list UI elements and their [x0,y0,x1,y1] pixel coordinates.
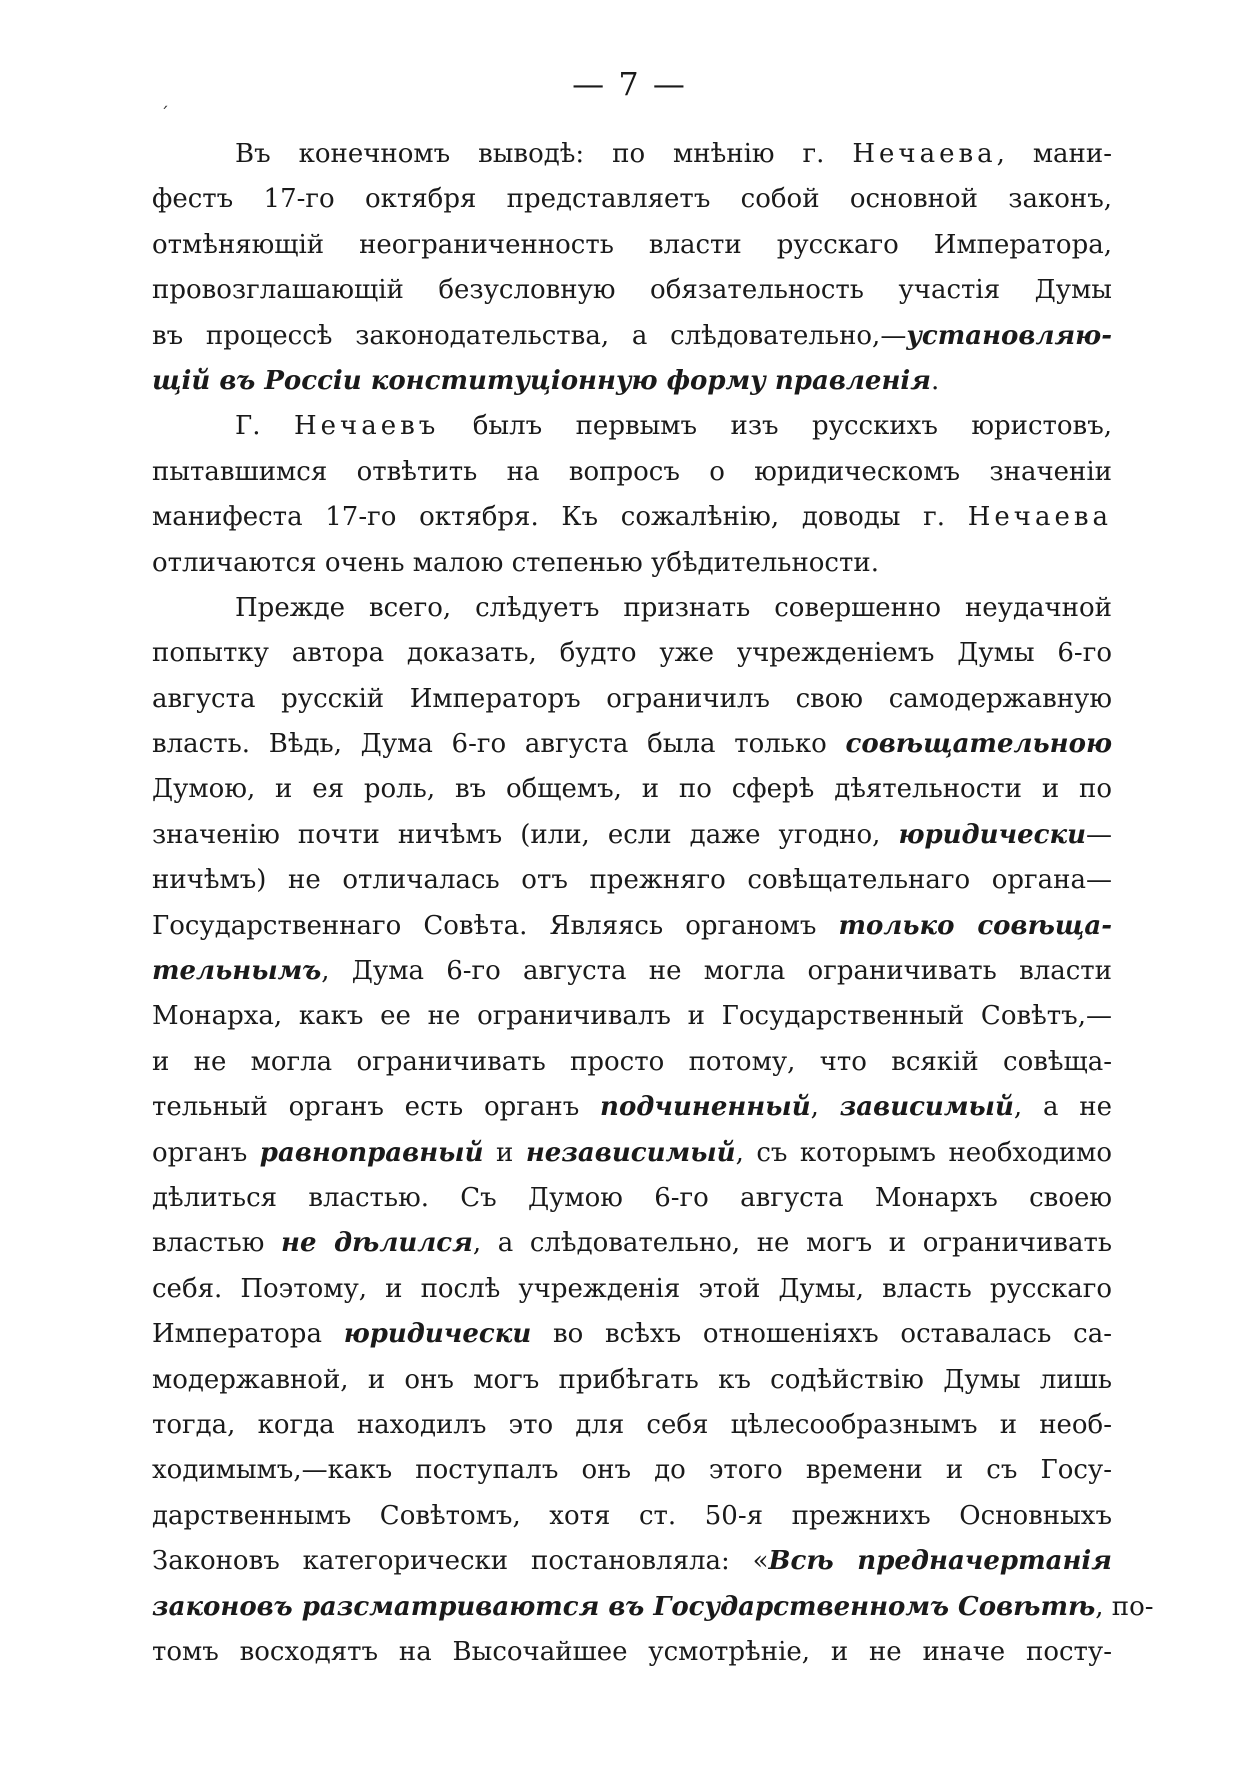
text-segment: . [930,365,940,396]
text-segment: и не могла ограничивать просто потому, что всякій совѣща- [152,1046,1112,1077]
text-line [152,1539,1112,1584]
spaced-name: Нечаевъ [293,411,440,442]
text-segment: фестъ 17-го октября представляетъ собой основной законъ, [152,184,1112,215]
text-segment: Прежде всего, слѣдуетъ признать совершенно неудачной [235,592,1112,623]
text-segment: , Дума 6-го августа не могла ограничивать власти [321,956,1112,987]
text-line [152,223,1112,268]
text-line [152,1221,1112,1266]
text-line [152,722,1112,767]
text-segment: , а не [1013,1092,1112,1123]
italic-text: независимый [525,1137,736,1168]
italic-text: щій въ Россіи конституціонную форму правленія [152,365,931,396]
text-segment: ходимымъ,—какъ поступалъ онъ до этого времени и съ Госу- [152,1455,1112,1486]
text-line [152,1494,1112,1539]
text-segment: , [810,1092,840,1123]
text-line [152,631,1112,676]
text-segment: Законовъ категорически постановляла: « [152,1546,769,1577]
italic-text: только совѣща- [838,910,1112,941]
text-segment: былъ первымъ изъ русскихъ юристовъ, [439,411,1112,442]
spaced-name: Нечаева [967,502,1112,533]
text-segment: дѣлиться властью. Съ Думою 6-го августа Монархъ своею [152,1182,1112,1213]
text-line [152,404,1112,449]
italic-text: юридически [898,819,1086,850]
italic-text: законовъ разсматриваются въ Государственномъ Совѣтѣ [152,1591,1096,1622]
text-line [152,904,1112,949]
text-segment: органъ [152,1137,260,1168]
text-line [152,314,1112,359]
text-line [152,177,1112,222]
text-segment: отличаются очень малою степенью убѣдительности. [152,547,879,578]
page-number: — 7 — [572,65,687,103]
text-line [152,1312,1112,1357]
text-line [152,677,1112,722]
text-line [152,1176,1112,1221]
text-line [152,1358,1112,1403]
italic-text: совѣщательною [845,729,1112,760]
text-segment: Г. [235,411,294,442]
italic-text: Всѣ предначертанія [768,1546,1112,1577]
text-line [152,450,1112,495]
text-segment: Думою, и ея роль, въ общемъ, и по сферѣ дѣятельности и по [152,774,1112,805]
italic-text: не дѣлился [281,1228,473,1259]
text-segment: властью [152,1228,282,1259]
text-line [152,359,1112,404]
text-segment: манифеста 17-го октября. Къ сожалѣнію, доводы г. [152,502,968,533]
text-line [152,1403,1112,1448]
text-line [152,858,1112,903]
italic-text: подчиненный [600,1092,811,1123]
italic-text: зависимый [839,1092,1014,1123]
text-segment: августа русскій Императоръ ограничилъ свою самодержавную [152,683,1112,714]
text-segment: , съ которымъ необходимо [735,1137,1113,1168]
text-segment: Государственнаго Совѣта. Являясь органомъ [152,910,839,941]
text-segment: Императора [152,1319,344,1350]
text-segment: себя. Поэтому, и послѣ учрежденія этой Думы, власть русскаго [152,1273,1112,1304]
text-segment: отмѣняющій неограниченность власти русскаго Императора, [152,229,1112,260]
italic-text: установляю- [906,320,1112,351]
text-segment: значенію почти ничѣмъ (или, если даже угодно, [152,819,899,850]
text-segment: , мани- [996,139,1112,169]
text-segment: во всѣхъ отношеніяхъ оставалась са- [531,1319,1112,1350]
text-line [152,1040,1112,1085]
text-line [152,1448,1112,1493]
text-line [152,586,1112,631]
italic-text: тельнымъ [152,956,322,987]
text-segment: власть. Вѣдь, Дума 6-го августа была только [152,729,846,760]
text-segment: томъ восходятъ на Высочайшее усмотрѣніе, и не иначе посту- [152,1636,1112,1667]
text-segment: провозглашающій безусловную обязательность участія Думы [152,275,1112,306]
text-segment: — [1086,819,1112,850]
text-line [152,132,1112,177]
text-segment: , по- [1095,1591,1154,1622]
text-line [152,495,1112,540]
text-line [152,541,1112,586]
text-line [152,813,1112,858]
text-segment: , а слѣдовательно, не могъ и ограничивать [472,1228,1112,1259]
text-segment: модержавной, и онъ могъ прибѣгать къ содѣйствію Думы лишь [152,1364,1112,1395]
italic-text: равноправный [259,1137,484,1168]
text-line [152,268,1112,313]
body-text [152,132,1154,1675]
stray-mark: ´ [160,104,169,125]
spaced-name: Нечаева [852,139,997,169]
italic-text: юридически [343,1319,532,1350]
text-line [152,1267,1112,1312]
text-line [152,767,1112,812]
text-segment: тельный органъ есть органъ [152,1092,601,1123]
text-segment: Монарха, какъ ее не ограничивалъ и Государственный Совѣтъ,— [152,1001,1112,1032]
text-segment: попытку автора доказать, будто уже учрежденіемъ Думы 6-го [152,638,1112,669]
text-line [152,1131,1112,1176]
text-segment: тогда, когда находилъ это для себя цѣлесообразнымъ и необ- [152,1409,1112,1440]
text-segment: дарственнымъ Совѣтомъ, хотя ст. 50-я прежнихъ Основныхъ [152,1500,1112,1531]
text-segment: ничѣмъ) не отличалась отъ прежняго совѣщательнаго органа— [152,865,1112,896]
text-segment: въ процессѣ законодательства, а слѣдовательно,— [152,320,907,351]
text-line [152,949,1112,994]
text-line [152,1085,1112,1130]
text-line [152,1630,1112,1675]
text-segment: пытавшимся отвѣтить на вопросъ о юридическомъ значеніи [152,456,1112,487]
text-segment: Въ конечномъ выводѣ: по мнѣнію г. [235,139,853,169]
text-line [152,994,1112,1039]
text-line [152,1585,1154,1630]
text-segment: и [483,1137,526,1168]
